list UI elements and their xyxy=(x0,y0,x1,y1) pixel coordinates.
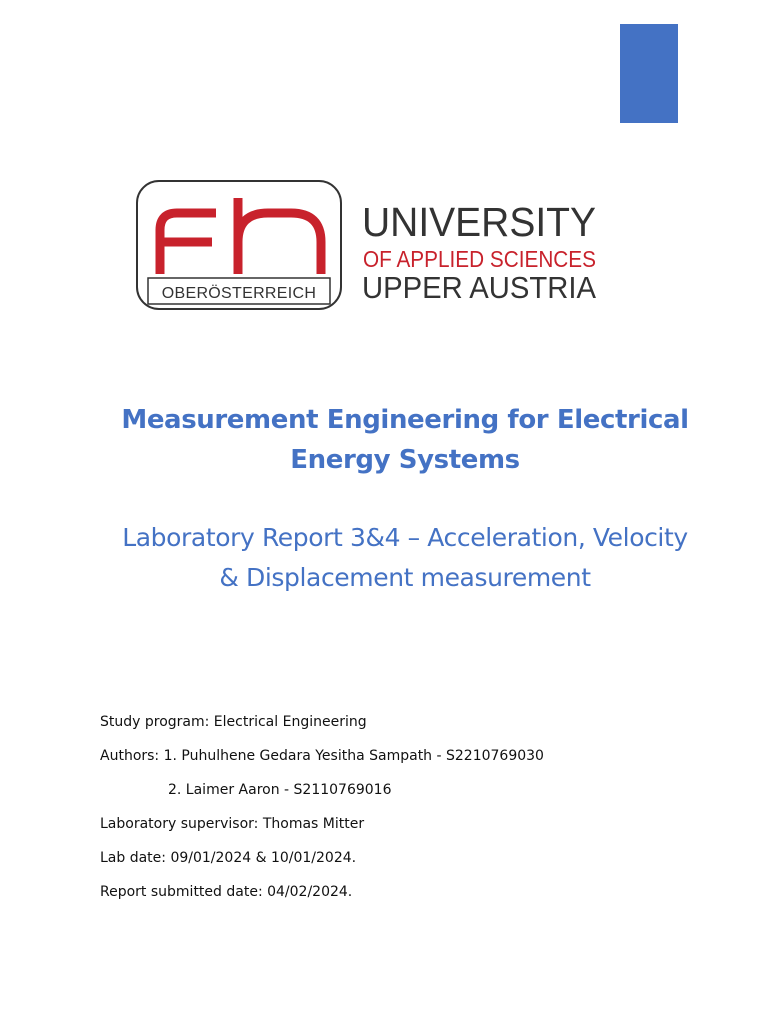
lab-supervisor: Laboratory supervisor: Thomas Mitter xyxy=(100,816,365,832)
logo-badge-text: OBERÖSTERREICH xyxy=(161,285,317,302)
authors-line-1: Authors: 1. Puhulhene Gedara Yesitha Sampath - S2210769030 xyxy=(100,748,544,764)
report-subtitle-line-1: Laboratory Report 3&4 – Acceleration, Velocity xyxy=(122,523,688,552)
submitted-date: Report submitted date: 04/02/2024. xyxy=(100,884,353,900)
university-logo xyxy=(136,180,606,312)
logo-line-university: UNIVERSITY xyxy=(362,199,596,245)
logo-line-applied-sciences: OF APPLIED SCIENCES xyxy=(363,246,596,272)
report-title-line-2: Energy Systems xyxy=(290,445,520,475)
report-info xyxy=(100,711,544,915)
study-program: Study program: Electrical Engineering xyxy=(100,714,367,730)
report-title xyxy=(60,400,750,480)
accent-bar xyxy=(620,24,678,123)
logo-line-upper-austria: UPPER AUSTRIA xyxy=(362,270,597,305)
report-title-line-1: Measurement Engineering for Electrical xyxy=(121,405,689,435)
report-subtitle-line-2: & Displacement measurement xyxy=(219,563,591,592)
authors-line-2: 2. Laimer Aaron - S2110769016 xyxy=(168,782,392,798)
lab-date: Lab date: 09/01/2024 & 10/01/2024. xyxy=(100,850,357,866)
report-subtitle xyxy=(60,518,750,598)
